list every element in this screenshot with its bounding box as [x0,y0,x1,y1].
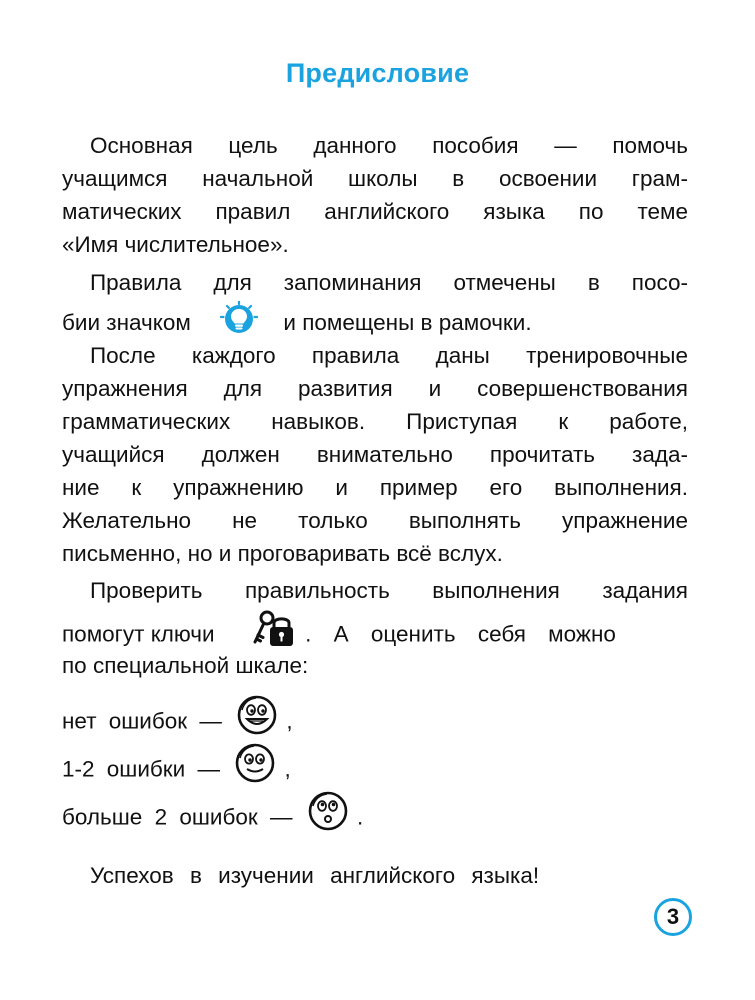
paragraph-2-text-after-icon: и помещены в рамочки. [283,309,532,335]
closing-line: Успехов в изучении английского языка! [90,863,540,888]
paragraph-1-line-4: «Имя числительное». [62,232,289,257]
paragraph-2-line-2 [62,301,688,339]
scale-suffix-1-2-errors: , [284,756,291,782]
paragraph-3-line-1: После каждого правила даны тренировочные [90,343,688,368]
paragraph-2-line-1: Правила для запоминания отмечены в посо- [90,270,688,295]
paragraph-3-line-2: упражнения для развития и совершенствования [62,376,688,401]
paragraph-3-line-5: ние к упражнению и пример его выполнения. [62,475,688,500]
page-number: 3 [654,898,692,936]
paragraph-4-line-2 [62,608,688,648]
scale-label-no-errors: нет ошибок — [62,708,222,734]
scale-suffix-no-errors: , [286,708,293,734]
paragraph-2-text-before-icon: бии значком [62,309,191,335]
page-title: Предисловие [285,58,470,88]
scale-row-1-2-errors [62,742,688,786]
paragraph-3-line-6: Желательно не только выполнять упражнение [62,508,688,533]
paragraph-3-line-7: письменно, но и проговаривать всё вслух. [62,541,503,566]
paragraph-4-text-after-icon: . А оценить себя можно [305,621,616,647]
worried-face-icon [307,790,351,847]
paragraph-3-line-4: учащийся должен внимательно прочитать зада- [62,442,688,467]
scale-label-1-2-errors: 1-2 ошибки — [62,756,220,782]
scale-label-more-errors: больше 2 ошибок — [62,804,293,830]
paragraph-1-line-1: Основная цель данного пособия — помочь [90,133,688,158]
paragraph-1-line-2: учащимся начальной школы в освоении грам- [62,166,688,191]
paragraph-4-text-before-icon: помогут ключи [62,621,215,647]
scale-row-more-errors [62,790,688,834]
scale-row-no-errors [62,694,688,738]
paragraph-1-line-3: матических правил английского языка по теме [62,199,688,224]
scale-suffix-more-errors: . [357,804,364,830]
paragraph-3-line-3: грамматических навыков. Приступая к работе, [62,409,688,434]
paragraph-4-line-3: по специальной шкале: [62,653,309,678]
paragraph-4-line-1: Проверить правильность выполнения задания [90,578,688,603]
